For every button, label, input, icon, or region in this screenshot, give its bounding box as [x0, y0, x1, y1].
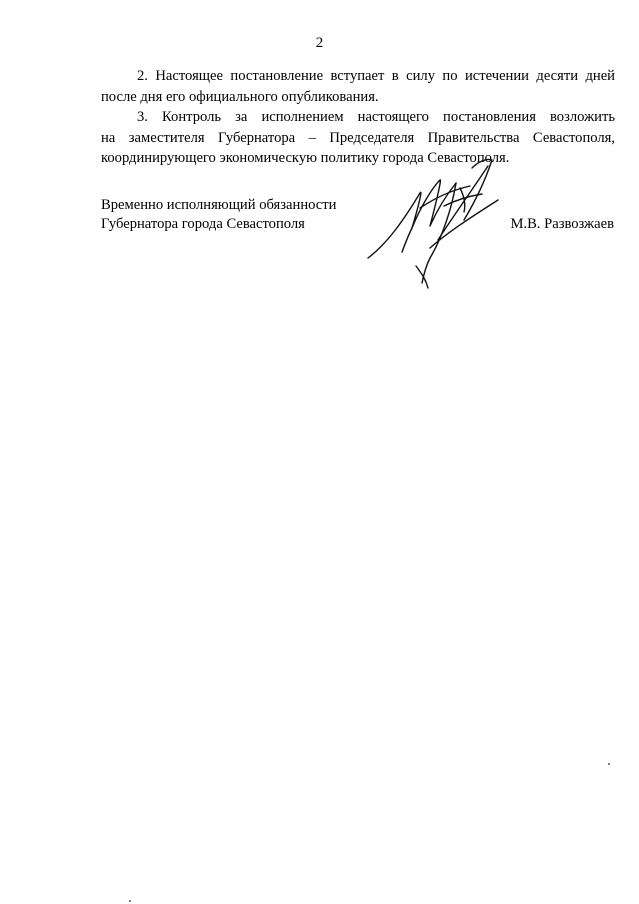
paragraph-3-line-3: координирующего экономическую политику города Севастополя. [101, 150, 510, 166]
paragraph-2-line-1: 2. Настоящее постановление вступает в силу по истечении десяти дней [137, 68, 615, 84]
scan-speck [129, 900, 131, 902]
paragraph-2-line-2: после дня его официального опубликования. [101, 88, 379, 105]
paragraph-3-line-2: на заместителя Губернатора – Председателя Правительства Севастополя, [101, 129, 615, 146]
signatory-position-line-1: Временно исполняющий обязанности [101, 197, 337, 213]
signatory-position [101, 196, 336, 234]
scan-speck [608, 763, 610, 765]
page-number: 2 [315, 35, 324, 51]
paragraph-2 [101, 66, 615, 107]
signatory-position-line-2: Губернатора города Севастополя [101, 216, 305, 232]
paragraph-3-line-1: 3. Контроль за исполнением настоящего постановления возложить [137, 109, 615, 125]
signatory-name: М.В. Развозжаев [510, 216, 614, 232]
